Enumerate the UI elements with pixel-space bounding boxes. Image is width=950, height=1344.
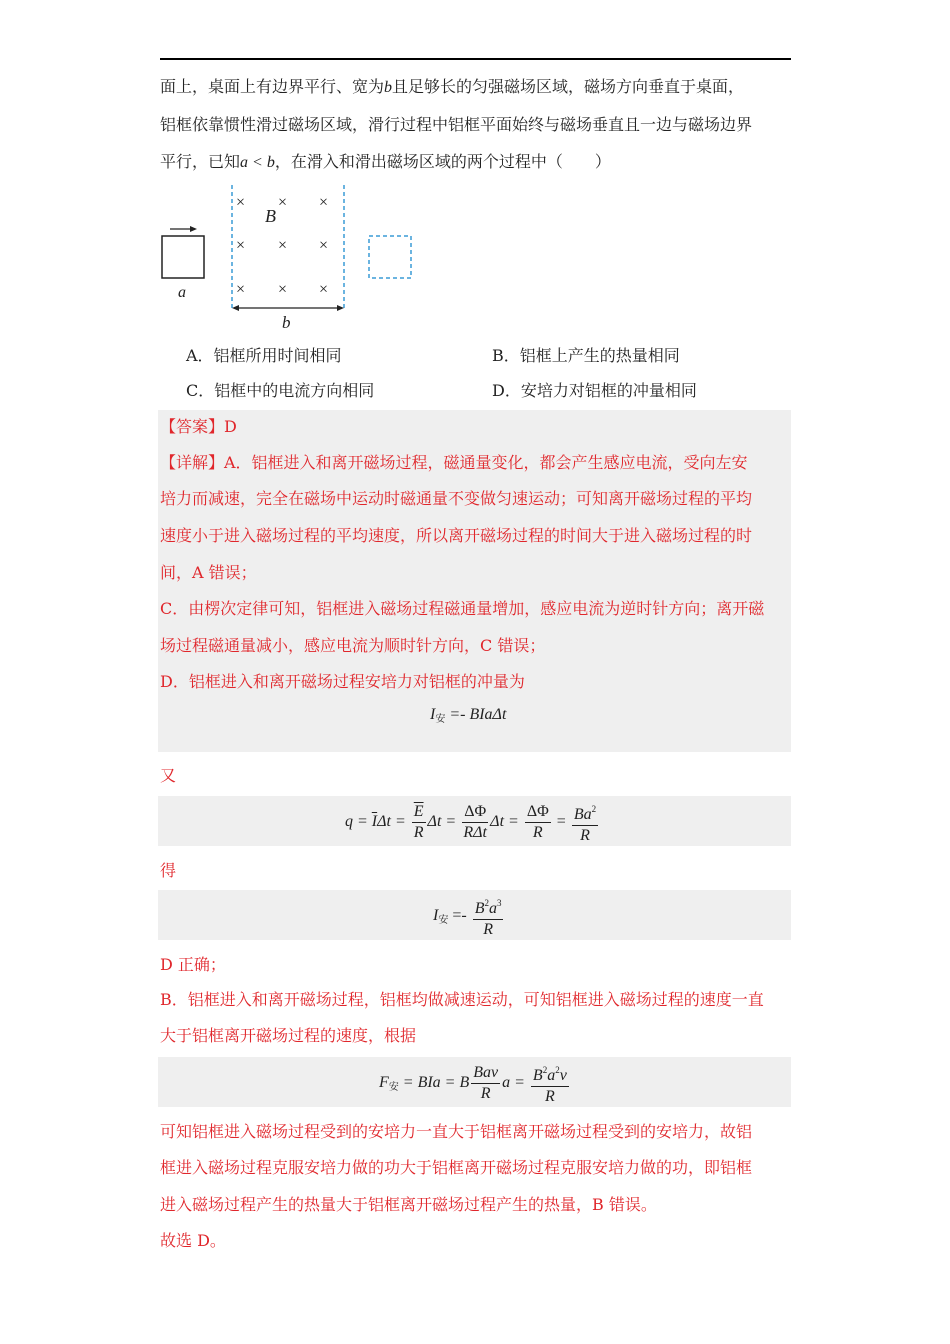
equation-impulse: $I_安 =- BIa\Delta t$ [430, 706, 507, 725]
detail-line: D 正确； [160, 955, 226, 974]
detail-line: 速度小于进入磁场过程的平均速度，所以离开磁场过程的时间大于进入磁场过程的时 [160, 526, 753, 545]
width-arrow-left [232, 305, 239, 311]
field-cross: × [319, 237, 329, 254]
detail-line: 进入磁场过程产生的热量大于铝框离开磁场过程产生的热量，B 错误。 [160, 1195, 657, 1214]
equation-force: $F_安$ = BIa = B $\frac{\text{Bav}}{R}$ a = $\frac{B^2a^2v}{R}$ [379, 1060, 571, 1107]
frame-exit-position [369, 236, 411, 278]
field-cross: × [236, 281, 246, 298]
question-line-2: 铝框依靠惯性滑过磁场区域，滑行过程中铝框平面始终与磁场垂直且一边与磁场边界 [160, 115, 753, 134]
detail-line: 框进入磁场过程克服安培力做的功大于铝框离开磁场过程克服安培力做的功，即铝框 [160, 1158, 753, 1177]
velocity-arrowhead [190, 226, 197, 232]
option-b: B．铝框上产生的热量相同 [492, 346, 680, 365]
field-cross: × [319, 194, 329, 211]
field-cross: × [278, 237, 288, 254]
magnetic-field-figure [155, 180, 425, 335]
detail-line: 培力而减速，完全在磁场中运动时磁通量不变做匀速运动；可知离开磁场过程的平均 [160, 489, 753, 508]
question-line-1: 面上，桌面上有边界平行、宽为b且足够长的匀强磁场区域，磁场方向垂直于桌面， [160, 77, 745, 96]
question-line-3: 平行，已知a < b，在滑入和滑出磁场区域的两个过程中（ ） [160, 152, 611, 171]
aluminum-frame [162, 236, 204, 278]
option-d: D．安培力对铝框的冲量相同 [492, 381, 697, 400]
field-label: B [265, 206, 276, 226]
equation-impulse-result: $I_安$ =- $\frac{B^2a^3}{R}$ [433, 893, 505, 940]
answer: 【答案】D [160, 417, 237, 436]
detail-word-de: 得 [160, 861, 177, 880]
detail-line: 可知铝框进入磁场过程受到的安培力一直大于铝框离开磁场过程受到的安培力，故铝 [160, 1122, 753, 1141]
width-arrow-right [337, 305, 344, 311]
detail-line: D．铝框进入和离开磁场过程安培力对铝框的冲量为 [160, 672, 525, 691]
width-label: b [282, 313, 291, 332]
detail-line: 【详解】A．铝框进入和离开磁场过程，磁通量变化，都会产生感应电流，受向左安 [160, 453, 748, 472]
option-c: C．铝框中的电流方向相同 [186, 381, 375, 400]
header-rule [160, 58, 791, 60]
field-cross: × [236, 194, 246, 211]
detail-line: 场过程磁通量减小，感应电流为顺时针方向，C 错误； [160, 636, 546, 655]
field-cross: × [319, 281, 329, 298]
field-cross: × [278, 281, 288, 298]
option-a: A．铝框所用时间相同 [186, 346, 342, 365]
equation-charge: $q = \overline{I}\Delta t$ = $\frac{\overline{E}}{R}$ Δt = $\frac{\Delta\Phi}{\text{RΔt}}$ Δt = $\frac{\Delta\Phi}{R}$ = $\frac{Ba^2}{R}$ [345, 799, 600, 846]
detail-word-you: 又 [160, 766, 177, 785]
field-cross: × [236, 237, 246, 254]
frame-label: a [178, 284, 186, 301]
field-cross: × [278, 194, 288, 211]
detail-line: 故选 D。 [160, 1231, 226, 1250]
detail-line: 大于铝框离开磁场过程的速度，根据 [160, 1026, 417, 1045]
detail-line: 间，A 错误； [160, 563, 257, 582]
detail-line: C．由楞次定律可知，铝框进入磁场过程磁通量增加，感应电流为逆时针方向；离开磁 [160, 599, 765, 618]
detail-line: B．铝框进入和离开磁场过程，铝框均做减速运动，可知铝框进入磁场过程的速度一直 [160, 990, 764, 1009]
